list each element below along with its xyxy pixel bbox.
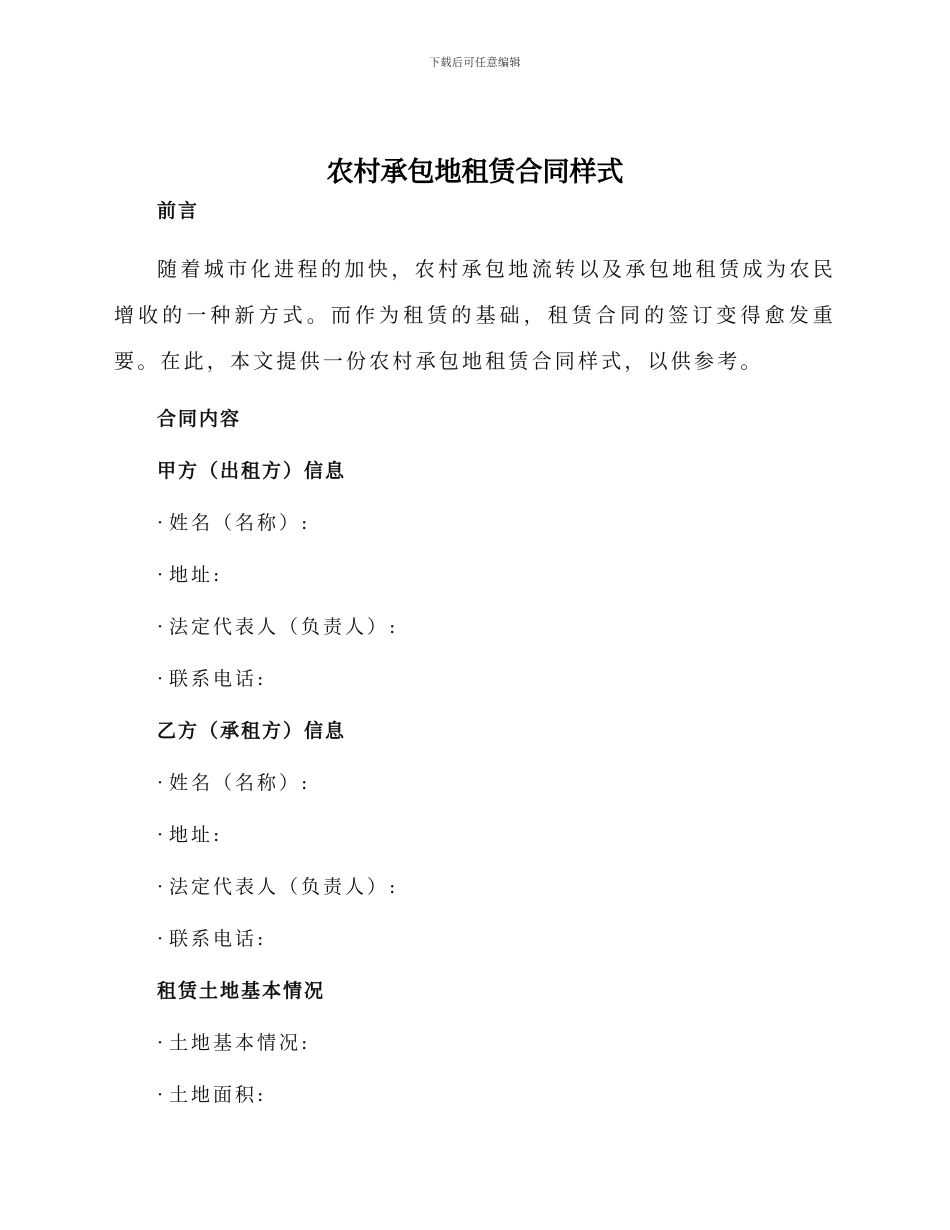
party-b-representative-label: 法定代表人（负责人）: xyxy=(169,876,399,898)
list-item xyxy=(114,820,836,850)
party-a-address-label: 地址: xyxy=(169,564,223,586)
bullet-icon: · xyxy=(157,1032,164,1054)
document-title: 农村承包地租赁合同样式 xyxy=(326,157,624,188)
list-item xyxy=(114,924,836,954)
bullet-icon: · xyxy=(157,616,164,638)
party-a-name-label: 姓名（名称）: xyxy=(169,512,311,534)
party-b-heading: 乙方（承租方）信息 xyxy=(157,720,347,742)
bullet-icon: · xyxy=(157,564,164,586)
party-b-name-label: 姓名（名称）: xyxy=(169,772,311,794)
contract-heading: 合同内容 xyxy=(157,408,242,430)
party-a-representative-label: 法定代表人（负责人）: xyxy=(169,616,399,638)
list-item xyxy=(114,664,836,694)
land-heading: 租赁土地基本情况 xyxy=(157,980,326,1002)
bullet-icon: · xyxy=(157,1084,164,1106)
land-info-label: 土地基本情况: xyxy=(169,1032,311,1054)
list-item xyxy=(114,560,836,590)
list-item xyxy=(114,612,836,642)
list-item xyxy=(114,1028,836,1058)
list-item xyxy=(114,1080,836,1110)
bullet-icon: · xyxy=(157,824,164,846)
party-b-address-label: 地址: xyxy=(169,824,223,846)
party-b-phone-label: 联系电话: xyxy=(169,928,267,950)
list-item xyxy=(114,508,836,538)
bullet-icon: · xyxy=(157,876,164,898)
list-item xyxy=(114,872,836,902)
bullet-icon: · xyxy=(157,668,164,690)
preface-heading: 前言 xyxy=(157,200,200,222)
bullet-icon: · xyxy=(157,772,164,794)
list-item xyxy=(114,768,836,798)
bullet-icon: · xyxy=(157,928,164,950)
preface-paragraph: 随着城市化进程的加快，农村承包地流转以及承包地租赁成为农民增收的一种新方式。而作为租赁的基础，租赁合同的签订变得愈发重要。在此，本文提供一份农村承包地租赁合同样式，以供参考。 xyxy=(114,257,836,373)
document-body xyxy=(114,196,836,1110)
bullet-icon: · xyxy=(157,512,164,534)
land-area-label: 土地面积: xyxy=(169,1084,267,1106)
party-a-phone-label: 联系电话: xyxy=(169,668,267,690)
party-a-heading: 甲方（出租方）信息 xyxy=(157,460,347,482)
header-note: 下载后可任意编辑 xyxy=(429,56,521,69)
